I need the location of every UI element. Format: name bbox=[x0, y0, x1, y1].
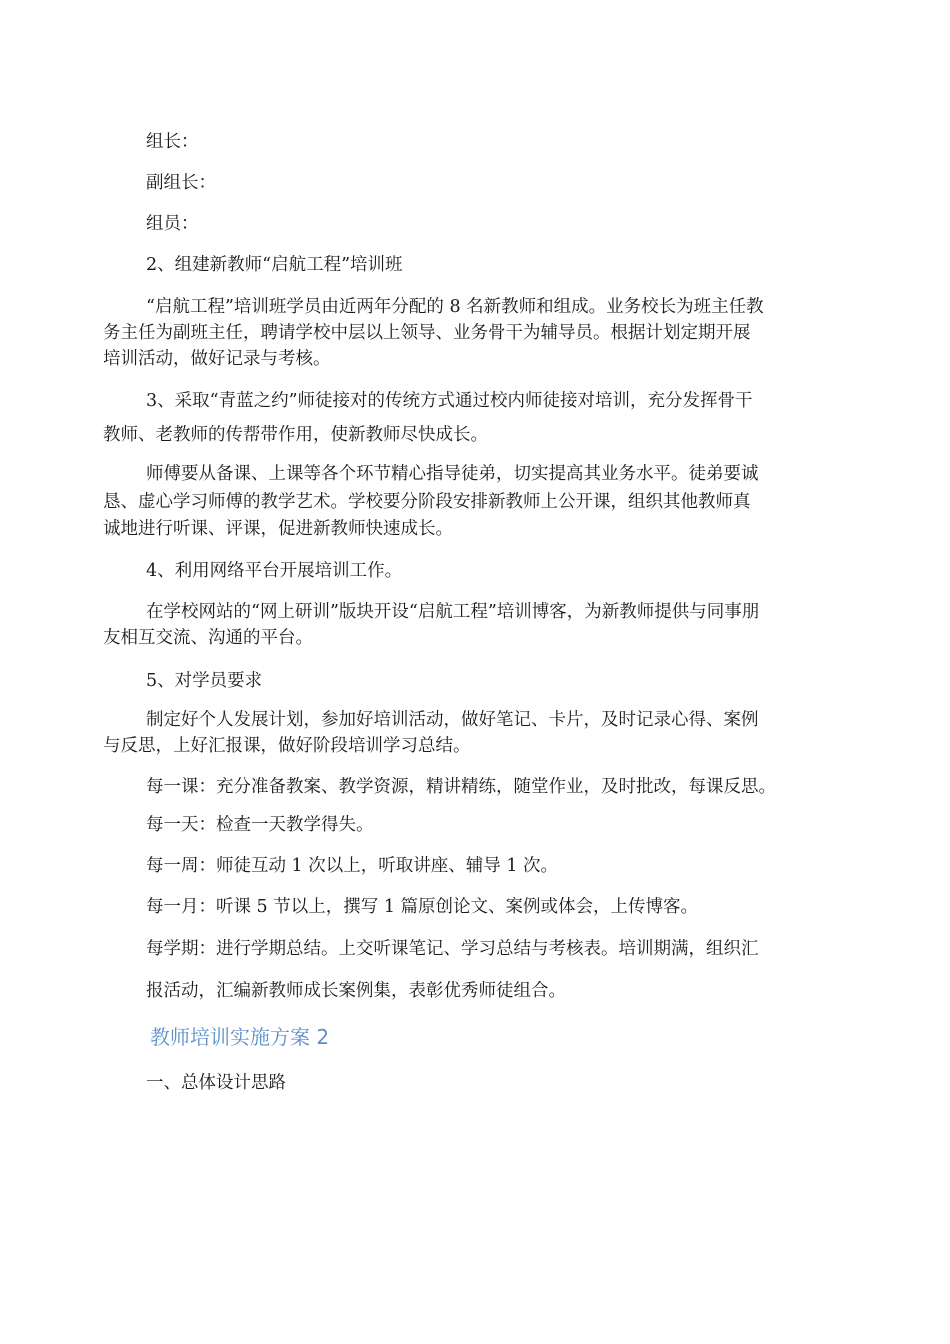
paragraph-line: 诚地进行听课、评课，促进新教师快速成长。 bbox=[103, 519, 453, 539]
requirement-per-month: 每一月：听课 5 节以上，撰写 1 篇原创论文、案例或体会，上传博客。 bbox=[146, 897, 699, 917]
line-members: 组员： bbox=[146, 214, 199, 234]
section-heading: 教师培训实施方案 2 bbox=[150, 1025, 330, 1049]
line-team-leader: 组长： bbox=[146, 132, 199, 152]
paragraph-line: 在学校网站的“网上研训”版块开设“启航工程”培训博客，为新教师提供与同事朋 bbox=[146, 602, 760, 622]
paragraph-line: “启航工程”培训班学员由近两年分配的 8 名新教师和组成。业务校长为班主任教 bbox=[146, 297, 764, 317]
item-4-heading: 4、利用网络平台开展培训工作。 bbox=[146, 561, 403, 581]
paragraph-line: 师傅要从备课、上课等各个环节精心指导徒弟，切实提高其业务水平。徒弟要诚 bbox=[146, 464, 759, 484]
paragraph-line: 与反思，上好汇报课，做好阶段培训学习总结。 bbox=[103, 736, 471, 756]
paragraph-line: 制定好个人发展计划，参加好培训活动，做好笔记、卡片，及时记录心得、案例 bbox=[146, 710, 759, 730]
section-first-line: 一、总体设计思路 bbox=[146, 1073, 286, 1093]
requirement-per-week: 每一周：师徒互动 1 次以上，听取讲座、辅导 1 次。 bbox=[146, 856, 559, 876]
paragraph-line: 务主任为副班主任，聘请学校中层以上领导、业务骨干为辅导员。根据计划定期开展 bbox=[103, 323, 751, 343]
paragraph-line: 友相互交流、沟通的平台。 bbox=[103, 628, 313, 648]
requirement-per-lesson: 每一课：充分准备教案、教学资源，精讲精练，随堂作业，及时批改，每课反思。 bbox=[146, 777, 776, 797]
item-5-heading: 5、对学员要求 bbox=[146, 671, 263, 691]
paragraph-line: 培训活动，做好记录与考核。 bbox=[103, 349, 331, 369]
line-deputy-leader: 副组长： bbox=[146, 173, 216, 193]
paragraph-line: 报活动，汇编新教师成长案例集，表彰优秀师徒组合。 bbox=[146, 981, 566, 1001]
requirement-per-day: 每一天：检查一天教学得失。 bbox=[146, 815, 374, 835]
paragraph-line: 恳、虚心学习师傅的教学艺术。学校要分阶段安排新教师上公开课，组织其他教师真 bbox=[103, 492, 751, 512]
requirement-per-semester: 每学期：进行学期总结。上交听课笔记、学习总结与考核表。培训期满，组织汇 bbox=[146, 939, 759, 959]
item-3-heading: 3、采取“青蓝之约”师徒接对的传统方式通过校内师徒接对培训，充分发挥骨干 bbox=[146, 391, 753, 411]
item-2-heading: 2、组建新教师“启航工程”培训班 bbox=[146, 255, 403, 275]
paragraph-line: 教师、老教师的传帮带作用，使新教师尽快成长。 bbox=[103, 425, 488, 445]
